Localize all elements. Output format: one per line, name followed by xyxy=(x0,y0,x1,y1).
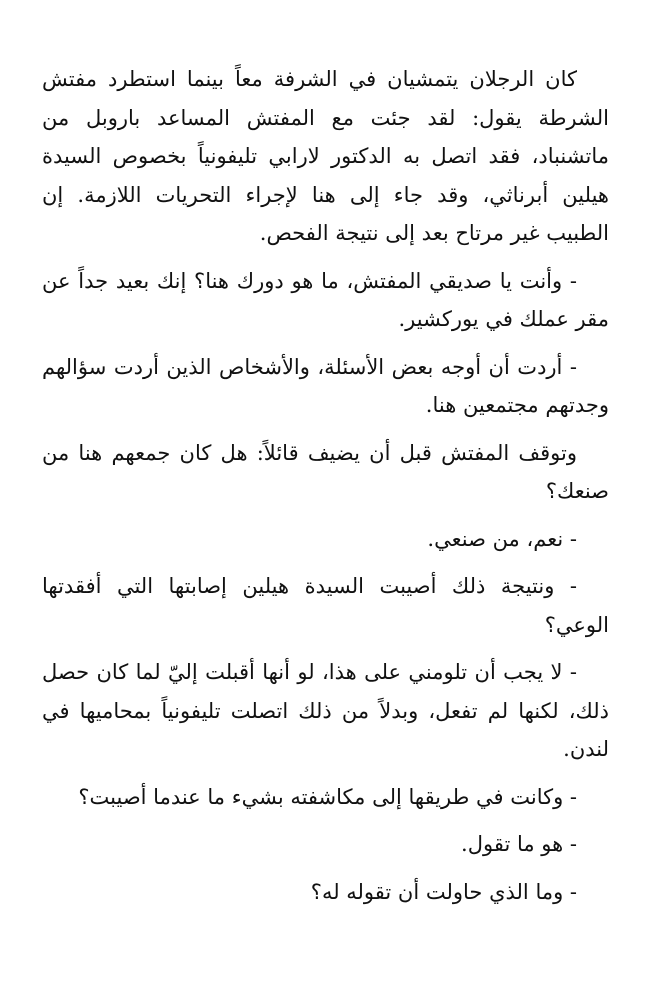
paragraph-dialogue-8: - وما الذي حاولت أن تقوله له؟ xyxy=(310,879,577,904)
paragraph-dialogue-5: - لا يجب أن تلومني على هذا، لو أنها أقبلت إليّ لما كان حصل ذلك، لكنها لم تفعل، وبدلاً من ذلك اتصلت تليفونياً بمحاميها في لندن. xyxy=(42,660,609,761)
paragraph-dialogue-1: - وأنت يا صديقي المفتش، ما هو دورك هنا؟ إنك بعيد جداً عن مقر عملك في يوركشير. xyxy=(42,268,609,331)
paragraph-dialogue-2: - أردت أن أوجه بعض الأسئلة، والأشخاص الذين أردت سؤالهم وجدتهم مجتمعين هنا. xyxy=(42,354,609,417)
paragraph-dialogue-3: - نعم، من صنعي. xyxy=(427,526,577,551)
paragraph-intro: كان الرجلان يتمشيان في الشرفة معاً بينما استطرد مفتش الشرطة يقول: لقد جئت مع المفتش المساعد باروبل من ماتشنباد، فقد اتصل به الدكتور لارابي تليفونياً بخصوص السيدة هيلين أبرناثي، وقد جاء إلى هنا لإجراء التحريات اللازمة. إن الطبيب غير مرتاح بعد إلى نتيجة الفحص. xyxy=(42,67,609,245)
paragraph-dialogue-7: - هو ما تقول. xyxy=(461,832,577,856)
paragraph-dialogue-6: - وكانت في طريقها إلى مكاشفته بشيء ما عندما أصيبت؟ xyxy=(78,784,577,809)
paragraph-narration: وتوقف المفتش قبل أن يضيف قائلاً: هل كان جمعهم هنا من صنعك؟ xyxy=(42,440,609,503)
page-text xyxy=(42,60,609,920)
paragraph-dialogue-4: - ونتيجة ذلك أصيبت السيدة هيلين إصابتها التي أفقدتها الوعي؟ xyxy=(42,574,609,637)
